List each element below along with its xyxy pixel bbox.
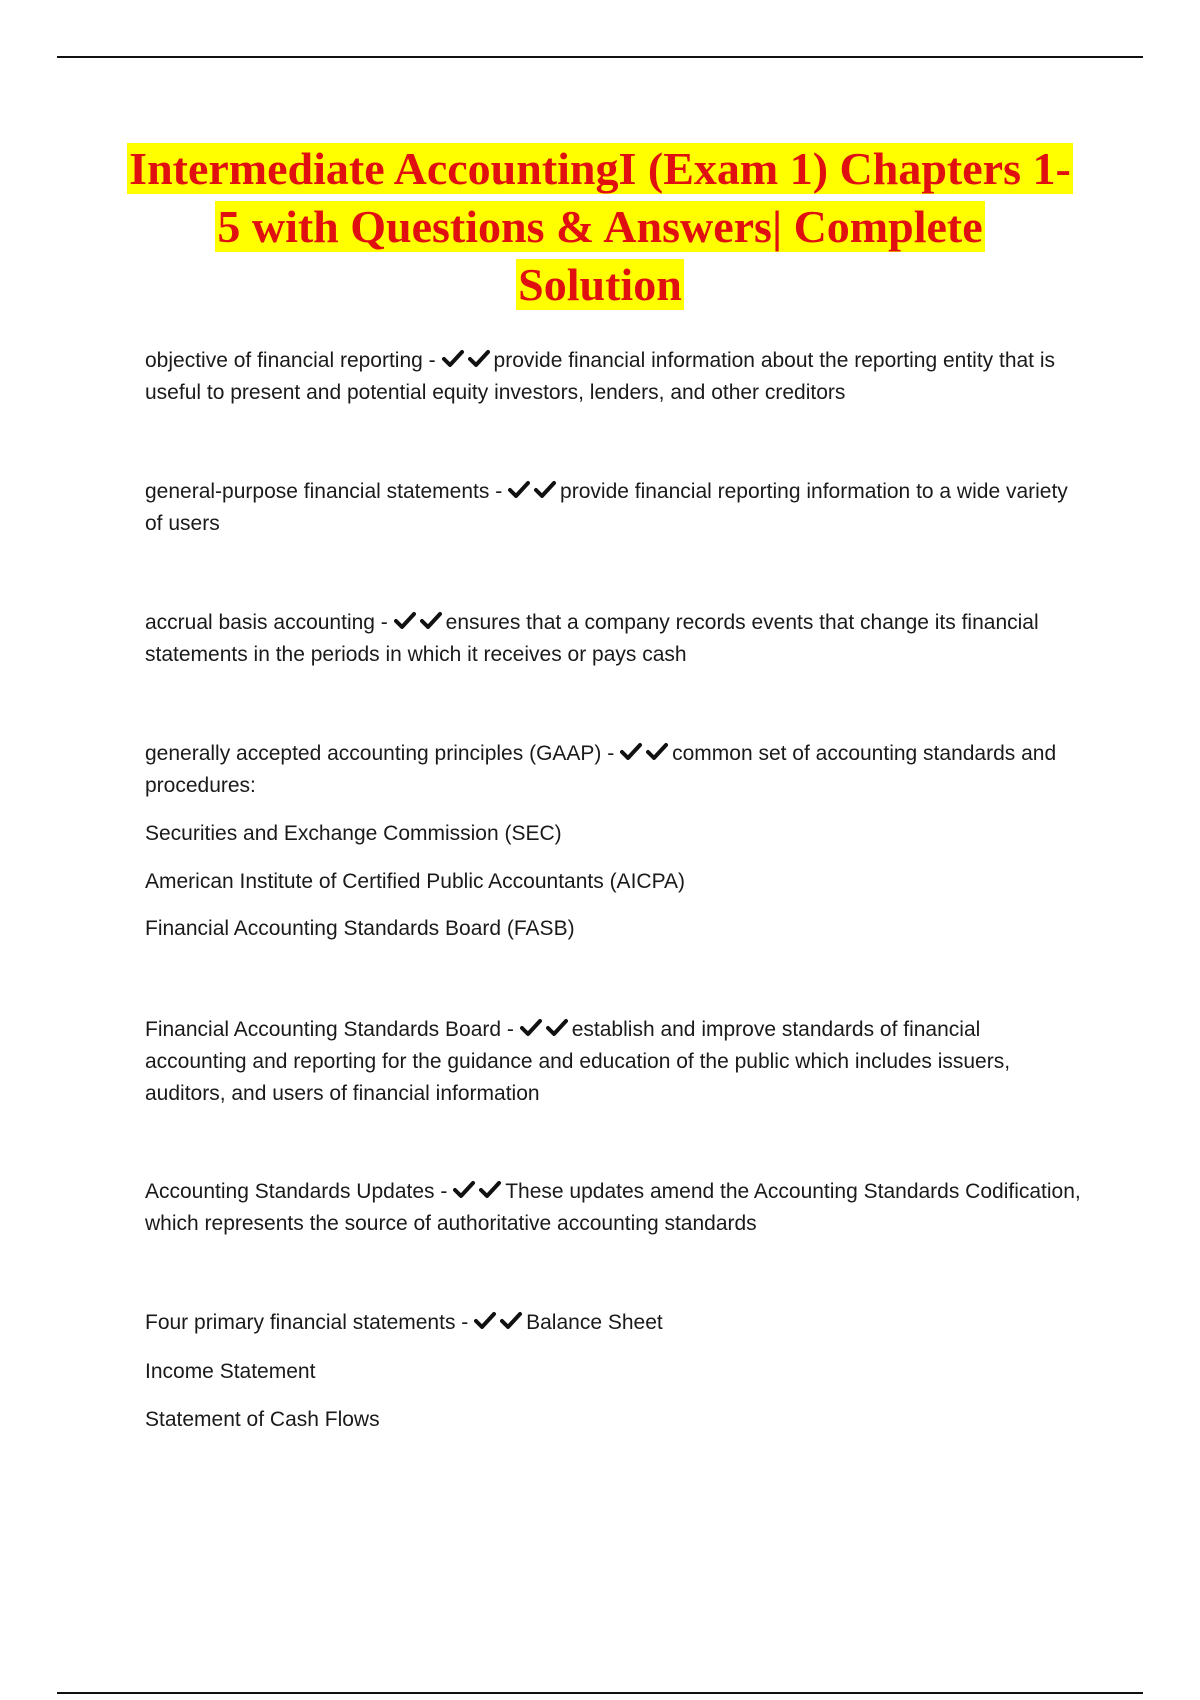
entry-term: accrual basis accounting: [145, 611, 375, 634]
entry-term: Financial Accounting Standards Board: [145, 1018, 502, 1041]
entry-separator: -: [422, 349, 442, 372]
entry-term: Accounting Standards Updates: [145, 1180, 435, 1203]
entry-general-purpose-financial-statements: [145, 476, 1085, 540]
entry-definition: These updates amend the Accounting Standards Codification, which represents the source of authoritative accounting standards: [145, 1180, 1081, 1235]
entry-term: objective of financial reporting: [145, 349, 423, 372]
entry-separator: -: [601, 742, 621, 765]
entry-definition: Balance Sheet: [526, 1311, 663, 1334]
entry-objective-of-financial-reporting: [145, 345, 1085, 409]
check-icon: [534, 480, 560, 500]
check-icon: [479, 1180, 505, 1200]
entry-definition: common set of accounting standards and procedures:: [145, 742, 1057, 797]
gaap-line-aicpa: American Institute of Certified Public Accountants (AICPA): [145, 870, 686, 893]
entry-definition: provide financial reporting information to a wide variety of users: [145, 480, 1068, 535]
gaap-line-fasb: Financial Accounting Standards Board (FASB): [145, 917, 575, 940]
check-icon: [546, 1018, 572, 1038]
entry-definition: provide financial information about the reporting entity that is useful to present and potential equity investors, lenders, and other creditors: [145, 349, 1056, 404]
check-icon: [453, 1180, 479, 1200]
entry-definition: ensures that a company records events that change its financial statements in the periods in which it receives or pays cash: [145, 611, 1039, 666]
title-line-1: Intermediate AccountingI (Exam 1) Chapters 1-: [129, 143, 1071, 194]
entry-separator: -: [455, 1311, 475, 1334]
title-line-2: 5 with Questions & Answers| Complete: [217, 201, 983, 252]
check-icon: [508, 480, 534, 500]
entry-term: generally accepted accounting principles (GAAP): [145, 742, 602, 765]
check-icon: [520, 1018, 546, 1038]
check-icon: [646, 742, 672, 762]
entry-separator: -: [434, 1180, 454, 1203]
entry-gaap: [145, 738, 1085, 802]
entry-definition: establish and improve standards of financial accounting and reporting for the guidance and education of the public which includes issuers, auditors, and users of financial information: [145, 1018, 1011, 1105]
check-icon: [468, 349, 494, 369]
check-icon: [394, 611, 420, 631]
bottom-rule: [57, 1692, 1143, 1694]
title-line-3: Solution: [518, 259, 682, 310]
entry-separator: -: [374, 611, 394, 634]
check-icon: [474, 1311, 500, 1331]
entry-financial-accounting-standards-board: [145, 1014, 1085, 1110]
document-title: [80, 140, 1120, 314]
check-icon: [442, 349, 468, 369]
entry-four-primary-financial-statements: [145, 1307, 1085, 1339]
top-rule: [57, 56, 1143, 58]
entry-separator: -: [489, 480, 509, 503]
entry-separator: -: [501, 1018, 520, 1041]
check-icon: [620, 742, 646, 762]
statement-line-income: Income Statement: [145, 1360, 316, 1383]
check-icon: [500, 1311, 526, 1331]
entry-term: Four primary financial statements: [145, 1311, 456, 1334]
entry-term: general-purpose financial statements: [145, 480, 490, 503]
gaap-line-sec: Securities and Exchange Commission (SEC): [145, 822, 562, 845]
statement-line-cash-flows: Statement of Cash Flows: [145, 1408, 380, 1431]
entry-accounting-standards-updates: [145, 1176, 1085, 1240]
check-icon: [420, 611, 446, 631]
entry-accrual-basis-accounting: [145, 607, 1085, 671]
